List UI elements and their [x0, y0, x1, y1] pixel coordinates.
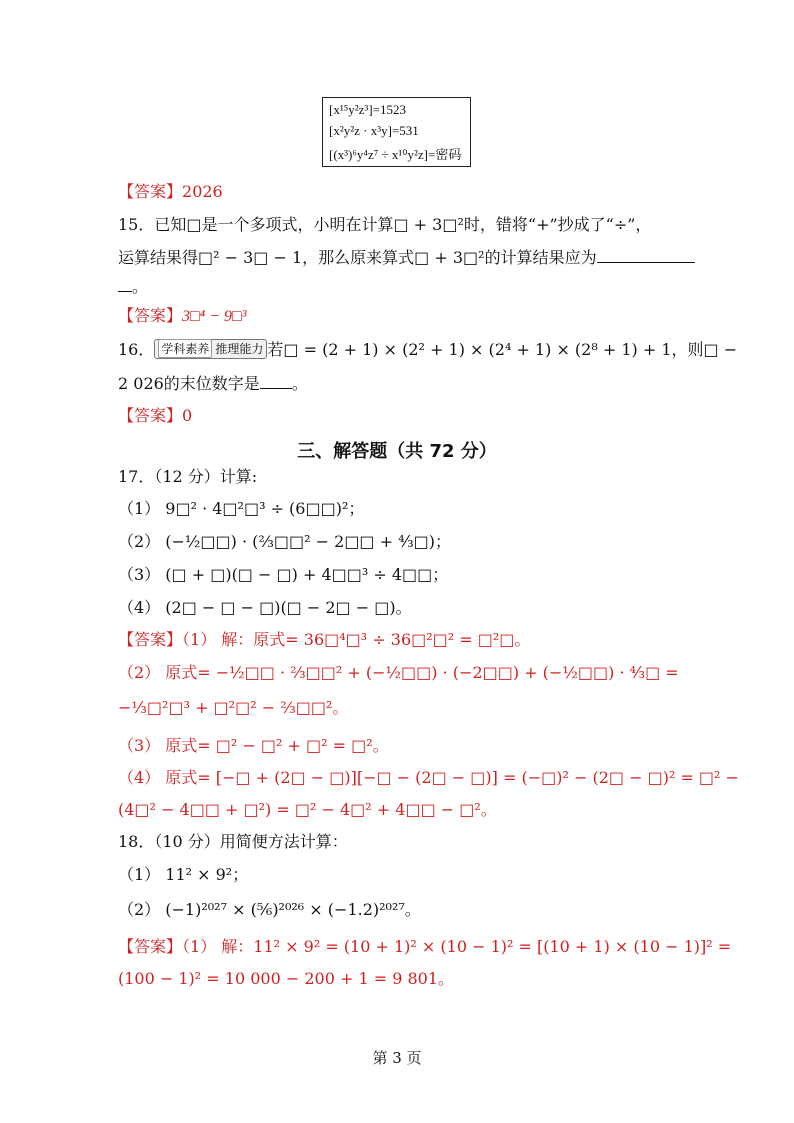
q15-line-3	[118, 274, 148, 297]
q17-item-1: （1） 9□² · 4□²□³ ÷ (6□□)²；	[118, 499, 365, 518]
q17-title: 17．（12 分）计算:	[118, 467, 258, 486]
q16-line-2-text: 2 026的末位数字是	[118, 374, 260, 393]
q15-line-2-text: 运算结果得□² − 3□ − 1，那么原来算式□ + 3□²的计算结果应为	[118, 248, 597, 267]
answer-tag: 【答案】	[118, 406, 183, 425]
q17-item-4: （4） (2□ − □ − □)(□ − 2□ − □)。	[118, 598, 412, 617]
q17-item-2: （2） (−½□□) · (⅔□□² − 2□□ + ⁴⁄₃□)；	[118, 532, 451, 551]
q16-line-1	[118, 337, 737, 360]
cipher-row-3: [(x³)⁶y⁴z⁷ ÷ x¹⁰y²z]=密码	[329, 147, 462, 162]
q14-answer	[118, 179, 223, 202]
cipher-row-2: [x²y²z · x³y]=531	[329, 123, 419, 138]
q15-answer	[118, 303, 247, 326]
q17-answer-4-cont: (4□² − 4□□ + □²) = □² − 4□² + 4□□ − □²。	[118, 800, 497, 819]
answer-tag: 【答案】	[118, 182, 183, 201]
answer-tag: 【答案】	[118, 306, 183, 325]
q17-answer-1-text: （1） 解：原式= 36□⁴□³ ÷ 36□²□² = □²□。	[182, 630, 531, 649]
answer-tag: 【答案】	[118, 630, 183, 649]
q16-answer-blank	[260, 372, 292, 389]
q18-answer-1-text: （1） 解：11² × 9² = (10 + 1)² × (10 − 1)² = [(10 + 1) × (10 − 1)]² =	[182, 937, 732, 956]
q18-item-1: （1） 11² × 9²；	[118, 865, 249, 884]
skill-badge-right: 推理能力	[215, 342, 264, 356]
q17-answer-3: （3） 原式= □² − □² + □² = □²。	[118, 736, 389, 755]
q16-number: 16．	[118, 340, 155, 359]
cipher-row-1: [x¹⁵y²z³]=1523	[329, 102, 406, 117]
q15-answer-blank-cont	[118, 275, 132, 292]
answer-tag: 【答案】	[118, 937, 183, 956]
q15-answer-blank	[597, 246, 695, 263]
q14-answer-value: 2026	[182, 182, 223, 201]
q15-line-1: 15．已知□是一个多项式，小明在计算□ + 3□²时，错将“+”抄成了“÷”，	[118, 215, 652, 234]
q16-answer	[118, 403, 192, 426]
q16-line-2	[118, 371, 308, 394]
q17-item-3: （3） (□ + □)(□ − □) + 4□□³ ÷ 4□□；	[118, 565, 449, 584]
skill-badge-left: 学科素养	[158, 339, 212, 358]
page-number: 第 3 页	[372, 1049, 422, 1067]
q18-item-2: （2） (−1)²⁰²⁷ × (⁵⁄₆)²⁰²⁶ × (−1.2)²⁰²⁷。	[118, 900, 421, 919]
q18-answer-1	[118, 934, 731, 957]
skill-badge	[154, 339, 267, 359]
q16-line-2-end: 。	[291, 374, 308, 393]
q15-line-2	[118, 245, 695, 268]
q15-answer-value: 3□⁴ − 9□³	[182, 308, 247, 325]
section-heading: 三、解答题（共 72 分）	[297, 441, 497, 462]
cipher-table	[322, 97, 471, 167]
q15-line-3-end: 。	[132, 277, 149, 296]
q18-title: 18．（10 分）用简便方法计算：	[118, 832, 348, 851]
q17-answer-1	[118, 627, 530, 650]
q16-answer-value: 0	[182, 406, 193, 425]
q17-answer-4: （4） 原式= [−□ + (2□ − □)][−□ − (2□ − □)] = (−□)² − (2□ − □)² = □² −	[118, 768, 739, 787]
q17-answer-2-cont: −⅓□²□³ + □²□² − ⅔□□²。	[118, 698, 349, 717]
q17-answer-2: （2） 原式= −½□□ · ⅔□□² + (−½□□) · (−2□□) + (−½□□) · ⁴⁄₃□ =	[118, 663, 679, 682]
q18-answer-1-cont: (100 − 1)² = 10 000 − 200 + 1 = 9 801。	[118, 969, 455, 988]
q16-line-1-text: 若□ = (2 + 1) × (2² + 1) × (2⁴ + 1) × (2⁸ + 1) + 1，则□ −	[267, 340, 738, 359]
